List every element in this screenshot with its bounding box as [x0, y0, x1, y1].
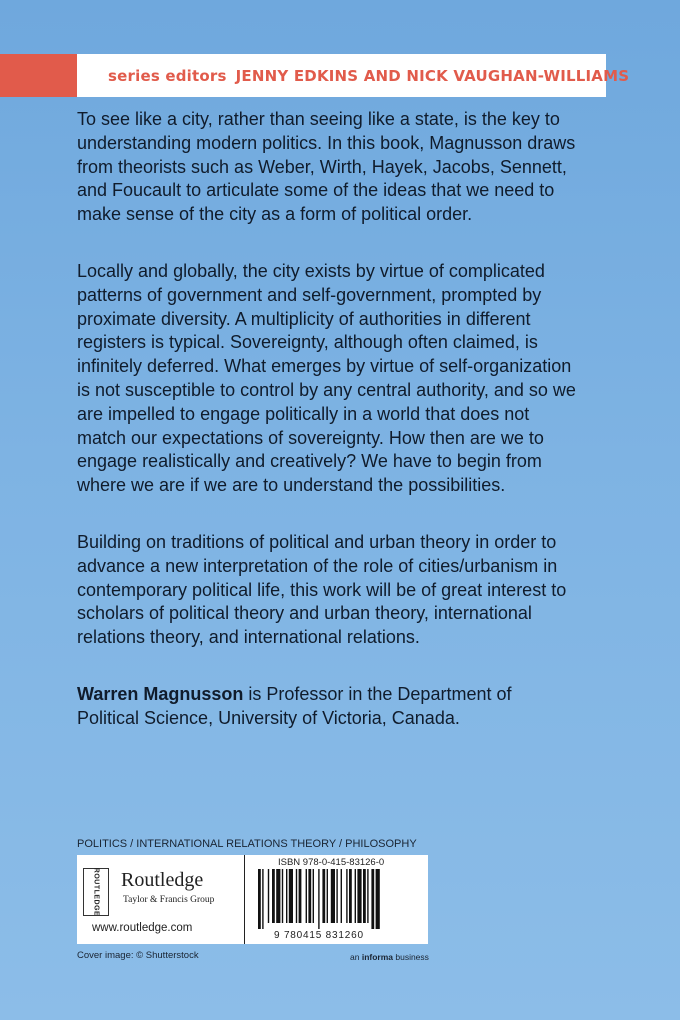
author-name: Warren Magnusson: [77, 684, 244, 704]
series-editors-label: series editors: [108, 66, 227, 85]
barcode-bar: [376, 869, 380, 929]
barcode-number: 9 780415 831260: [274, 930, 364, 941]
barcode-bar: [276, 869, 280, 923]
barcode-bar: [363, 869, 366, 923]
author-bio-text: is Professor in the Department of Political Science, University of Victoria, Canada.: [77, 684, 512, 728]
publisher-website: www.routledge.com: [92, 922, 193, 934]
barcode-bar: [306, 869, 307, 923]
barcode-bar: [371, 869, 374, 929]
barcode-bar: [367, 869, 368, 923]
blurb-paragraph-2: Locally and globally, the city exists by virtue of complicated patterns of government and self-government, prompted by proximate diversity. A multiplicity of authorities in different registers is typical. Sovereignty, although often claimed, is infinitely deferred. What emerges by virtue of self-organization is not susceptible to control by any central authority, and so we are impelled to engage politically in a world that does not match our expectations of sovereignty. How then are we to engage realistically and creatively? We have to begin from where we are if we are to understand the possibilities.: [77, 261, 576, 496]
series-editors-names: JENNY EDKINS AND NICK VAUGHAN-WILLIAMS: [235, 66, 630, 85]
barcode-bar: [349, 869, 352, 923]
barcode-bar: [308, 869, 311, 923]
barcode-bar: [286, 869, 287, 923]
barcode-bar: [268, 869, 269, 923]
author-bio: [77, 683, 577, 731]
series-editors-strip: [77, 54, 630, 97]
barcode-bar: [341, 869, 342, 923]
cover-image-credit: Cover image: © Shutterstock: [77, 950, 199, 961]
barcode-icon: [252, 869, 422, 929]
series-accent-block: [0, 54, 77, 97]
barcode-bar: [299, 869, 302, 923]
barcode-bar: [331, 869, 335, 923]
publisher-box: [77, 855, 428, 944]
informa-business: [350, 952, 429, 962]
informa-prefix: an: [350, 952, 362, 962]
barcode-bar: [346, 869, 347, 923]
blurb-paragraph-3: Building on traditions of political and urban theory in order to advance a new interpretation of the role of cities/urbanism in contemporary political life, this work will be of great interest to scholars of political theory and urban theory, international relations theory, and international relations.: [77, 532, 567, 648]
barcode-bar: [357, 869, 361, 923]
barcode-bar: [289, 869, 293, 923]
barcode-bar: [327, 869, 328, 923]
publisher-divider: [244, 855, 245, 944]
publisher-group: Taylor & Francis Group: [123, 895, 215, 905]
subject-categories: POLITICS / INTERNATIONAL RELATIONS THEORY / PHILOSOPHY: [77, 838, 417, 850]
blurb-paragraph-1: To see like a city, rather than seeing like a state, is the key to understanding modern politics. In this book, Magnusson draws from theorists such as Weber, Wirth, Hayek, Jacobs, Sennett, and Foucault to articulate some of the ideas that we need to make sense of the city as a form of political order.: [77, 109, 576, 225]
routledge-logo-icon: [83, 868, 109, 916]
barcode-bar: [282, 869, 283, 923]
barcode-bar: [322, 869, 325, 923]
barcode-bar: [318, 869, 319, 929]
series-editors-banner: [0, 54, 630, 97]
barcode-bar: [313, 869, 314, 923]
publisher-logo-panel: [77, 855, 244, 944]
publisher-name: Routledge: [121, 869, 204, 891]
barcode-bar: [258, 869, 261, 929]
informa-suffix: business: [393, 952, 429, 962]
isbn-label: ISBN 978-0-415-83126-0: [278, 857, 385, 868]
informa-brand: informa: [361, 952, 393, 962]
barcode-bar: [355, 869, 356, 923]
barcode-bar: [262, 869, 263, 929]
barcode-bar: [296, 869, 297, 923]
barcode-bar: [336, 869, 337, 923]
barcode-bar: [272, 869, 275, 923]
routledge-logo-text: ROUTLEDGE: [92, 867, 100, 917]
